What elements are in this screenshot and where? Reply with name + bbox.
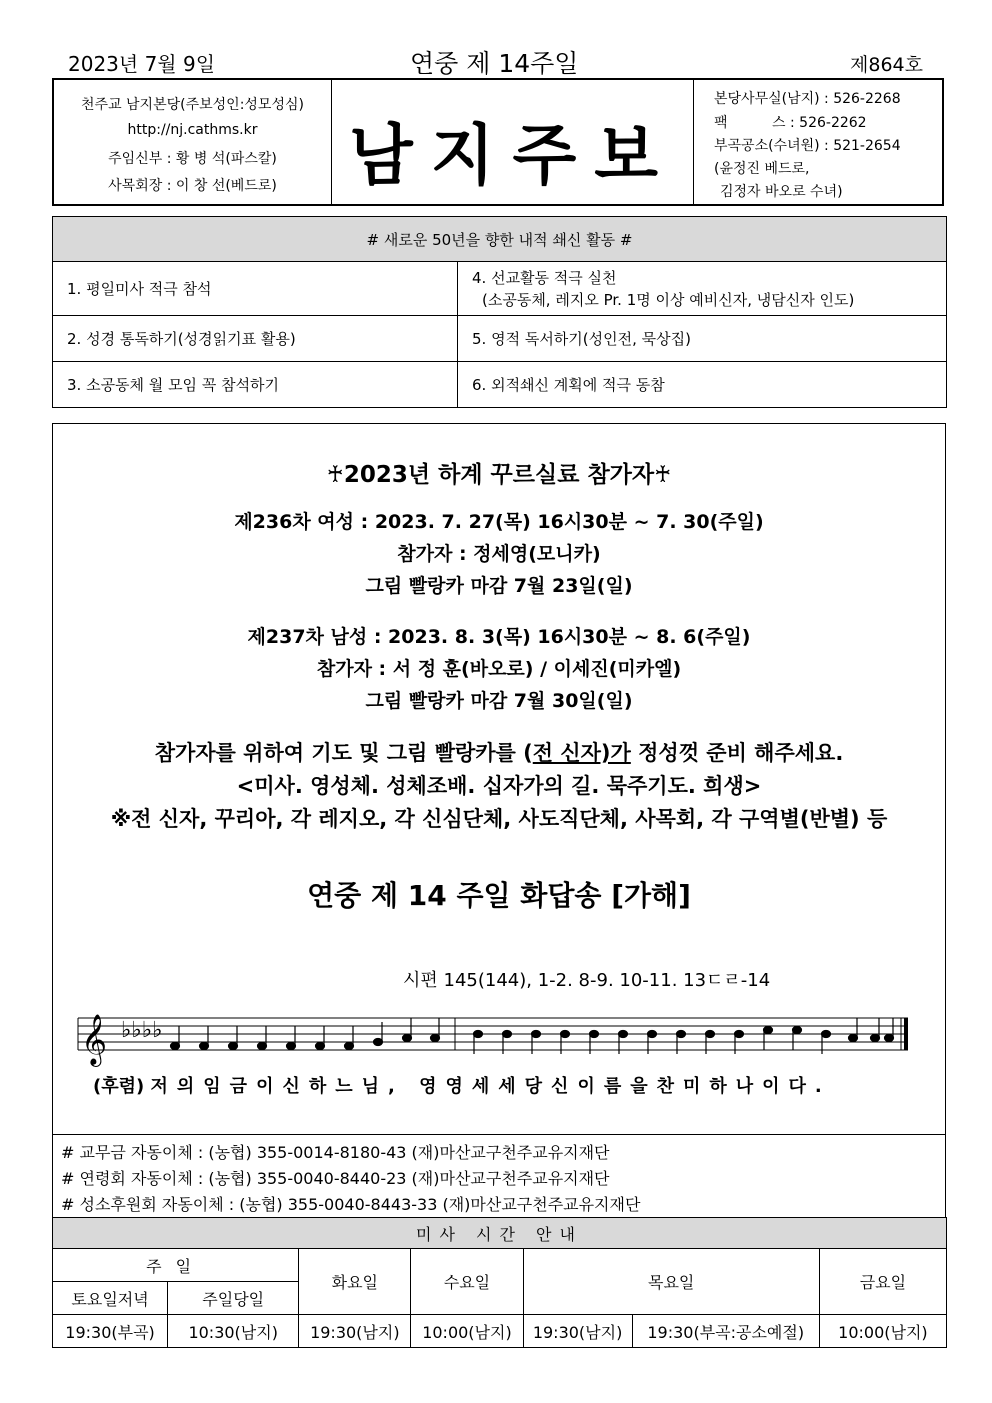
- treble-clef-icon: 𝄞: [81, 1014, 108, 1065]
- refrain-lyrics: [93, 1072, 831, 1098]
- issue-date: 2023년 7월 9일: [68, 52, 216, 76]
- thursday-header: 목요일: [523, 1249, 819, 1315]
- cursillo-title: ♰2023년 하계 꾸르실료 참가자♰: [326, 462, 672, 488]
- bank-vocation: # 성소후원회 자동이체 : (농협) 355-0040-8443-33 (재)마산교구천주교유지재단: [61, 1195, 641, 1214]
- contact-info: [694, 80, 942, 204]
- prayer-list: <미사. 영성체. 성체조배. 십자가의 길. 묵주기도. 희생>: [236, 774, 762, 798]
- auto-transfer-info: [52, 1134, 946, 1218]
- activity-6: 6. 외적쇄신 계획에 적극 동참: [458, 362, 947, 408]
- activity-1: 1. 평일미사 적극 참석: [53, 262, 458, 316]
- mass-time-sun: 10:30(남지): [168, 1315, 299, 1348]
- refrain-words: 저의임금이신하느님, 영영세세당신이름을찬미하나이다.: [150, 1076, 831, 1097]
- fax: 팩 스 : 526-2262: [714, 115, 867, 131]
- refrain-notes: [171, 1018, 894, 1054]
- office-phone: 본당사무실(남지) : 526-2268: [714, 91, 901, 107]
- prayer-request-underline: 전 신자)가: [532, 741, 631, 765]
- parish-info: [54, 80, 332, 204]
- activity-4-detail: (소공동체, 레지오 Pr. 1명 이상 예비신자, 냉담신자 인도): [482, 290, 855, 309]
- sunday-header: 주일: [53, 1249, 299, 1282]
- women-deadline: 그림 빨랑카 마감 7월 23일(일): [365, 575, 633, 597]
- mass-time-tue: 19:30(남지): [299, 1315, 411, 1348]
- svg-text:♭♭♭♭: ♭♭♭♭: [121, 1018, 163, 1043]
- mass-time-fri: 10:00(남지): [819, 1315, 946, 1348]
- women-participants: 참가자 : 정세영(모니카): [397, 543, 601, 565]
- tuesday-header: 화요일: [299, 1249, 411, 1315]
- prayer-request-post: 정성껏 준비 해주세요.: [630, 741, 844, 765]
- mass-time-thu-1: 19:30(남지): [523, 1315, 632, 1348]
- bank-funeral: # 연령회 자동이체 : (농협) 355-0040-8440-23 (재)마산교구천주교유지재단: [61, 1169, 610, 1188]
- women-session: 제236차 여성 : 2023. 7. 27(목) 16시30분 ~ 7. 30(주일): [234, 511, 764, 533]
- parish-name: 천주교 남지본당(주보성인:성모성심): [81, 97, 304, 113]
- mass-schedule-table: [52, 1217, 947, 1348]
- bulletin-title: 남지주보: [348, 116, 677, 194]
- liturgical-sunday: 연중 제 14주일: [410, 49, 579, 78]
- nun-names-1: (윤정진 베드로,: [714, 161, 810, 177]
- parish-url[interactable]: http://nj.cathms.kr: [127, 122, 258, 138]
- activity-4-main: 4. 선교활동 적극 실천: [472, 268, 617, 287]
- bank-tithe: # 교무금 자동이체 : (농협) 355-0014-8180-43 (재)마산교구천주교유지재단: [61, 1143, 610, 1162]
- psalm-title: 연중 제 14 주일 화답송 [가해]: [307, 879, 691, 912]
- activity-4: [458, 262, 947, 316]
- renewal-activities-table: [52, 216, 947, 408]
- mass-time-wed: 10:00(남지): [411, 1315, 523, 1348]
- cursillo-section: [52, 423, 946, 1135]
- men-session: 제237차 남성 : 2023. 8. 3(목) 16시30분 ~ 8. 6(주일): [247, 626, 751, 648]
- sunday-day-header: 주일당일: [168, 1282, 299, 1315]
- mass-time-sat: 19:30(부곡): [53, 1315, 168, 1348]
- activity-2: 2. 성경 통독하기(성경읽기표 활용): [53, 316, 458, 362]
- activities-title: # 새로운 50년을 향한 내적 쇄신 활동 #: [53, 217, 947, 262]
- activity-5: 5. 영적 독서하기(성인전, 묵상집): [458, 316, 947, 362]
- activity-3: 3. 소공동체 월 모임 꼭 참석하기: [53, 362, 458, 408]
- wednesday-header: 수요일: [411, 1249, 523, 1315]
- psalm-reference: 시편 145(144), 1-2. 8-9. 10-11. 13ㄷㄹ-14: [403, 970, 771, 991]
- refrain-label: (후렴): [93, 1076, 145, 1097]
- council-president: 사목회장 : 이 창 선(베드로): [108, 178, 277, 194]
- prayer-request-pre: 참가자를 위하여 기도 및 그림 빨랑카를 (: [154, 741, 533, 765]
- groups-list: ※전 신자, 꾸리아, 각 레지오, 각 신심단체, 사도직단체, 사목회, 각 구역별(반별) 등: [110, 807, 888, 831]
- prayer-request: [53, 737, 945, 767]
- branch-phone: 부곡공소(수녀원) : 521-2654: [714, 138, 901, 154]
- issue-number: 제864호: [850, 54, 923, 76]
- mass-time-thu-2: 19:30(부곡:공소예절): [632, 1315, 819, 1348]
- nun-names-2: 김정자 바오로 수녀): [720, 184, 843, 200]
- bulletin-header: [52, 78, 944, 206]
- masthead: [332, 80, 694, 204]
- saturday-evening-header: 토요일저녁: [53, 1282, 168, 1315]
- men-deadline: 그림 빨랑카 마감 7월 30일(일): [365, 690, 633, 712]
- mass-title: 미사 시간 안내: [53, 1218, 947, 1249]
- pastor: 주임신부 : 황 병 석(파스칼): [108, 151, 277, 167]
- men-participants: 참가자 : 서 정 훈(바오로) / 이세진(미카엘): [316, 658, 682, 680]
- friday-header: 금요일: [819, 1249, 946, 1315]
